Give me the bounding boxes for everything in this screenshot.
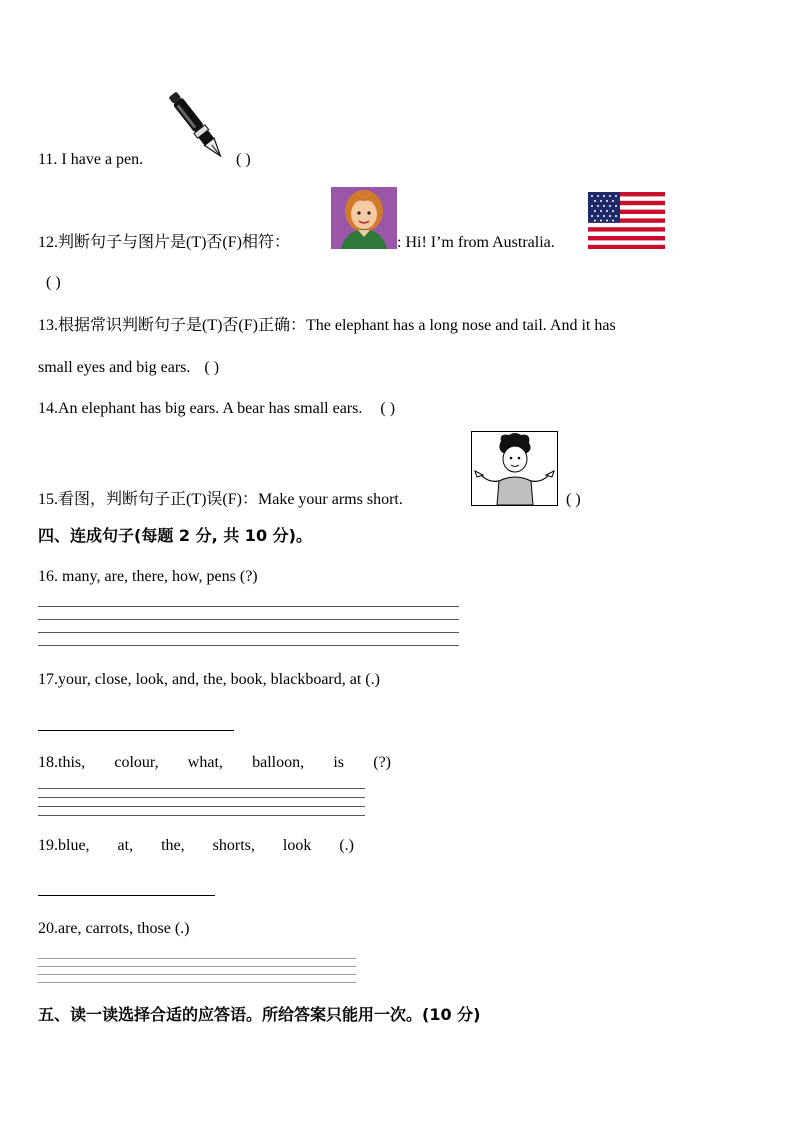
- word: balloon,: [252, 754, 305, 771]
- word: colour,: [114, 754, 159, 771]
- item-number: 17.: [38, 671, 58, 688]
- question-13-line1: 13.根据常识判断句子是(T)否(F)正确：The elephant has a long nose and tail. And it has: [38, 317, 616, 334]
- word: shorts,: [212, 837, 255, 854]
- word: carrots,: [85, 920, 134, 937]
- word: look: [282, 837, 312, 854]
- writing-line[interactable]: [38, 982, 356, 983]
- question-14: [38, 399, 395, 419]
- fountain-pen-icon: [166, 84, 228, 168]
- question-13-answer-paren: ( ): [204, 359, 220, 376]
- sentence-item-19: [38, 836, 354, 856]
- word: at,: [117, 837, 134, 854]
- word: and,: [172, 671, 200, 688]
- writing-line[interactable]: [38, 606, 459, 607]
- word: pens: [206, 568, 236, 585]
- question-15-text: 15.看图，判断句子正(T)误(F)：Make your arms short.: [38, 491, 403, 508]
- question-11-text: 11. I have a pen.: [38, 151, 144, 168]
- sentence-item-16: [38, 567, 258, 587]
- word: many,: [62, 568, 101, 585]
- word: those: [137, 920, 171, 937]
- word: (?): [373, 754, 391, 771]
- question-14-answer-paren: ( ): [380, 400, 396, 417]
- word: (.): [174, 920, 190, 937]
- word: your,: [58, 671, 91, 688]
- word: blue,: [58, 837, 90, 854]
- us-flag-icon: [588, 192, 665, 249]
- word: (?): [239, 568, 258, 585]
- question-12-prefix: 12.判断句子与图片是(T)否(F)相符：: [38, 234, 290, 251]
- word: look,: [135, 671, 169, 688]
- question-12-answer-paren: ( ): [46, 274, 61, 291]
- question-11-answer-paren: ( ): [236, 151, 251, 168]
- question-11: [38, 150, 143, 170]
- writing-line[interactable]: [38, 619, 459, 620]
- writing-line[interactable]: [38, 966, 356, 967]
- word: the,: [203, 671, 227, 688]
- question-14-text: 14.An elephant has big ears. A bear has small ears.: [38, 400, 363, 417]
- writing-line[interactable]: [38, 815, 365, 816]
- answer-line[interactable]: [38, 895, 215, 896]
- boy-shrug-icon: [471, 431, 558, 506]
- word: how,: [172, 568, 203, 585]
- writing-line[interactable]: [38, 645, 459, 646]
- item-number: 20.: [38, 920, 58, 937]
- writing-line[interactable]: [38, 797, 365, 798]
- writing-line[interactable]: [38, 788, 365, 789]
- sentence-item-17: [38, 670, 380, 690]
- word: is: [333, 754, 345, 771]
- question-13-line2-text: small eyes and big ears.: [38, 359, 191, 376]
- word: close,: [94, 671, 132, 688]
- word: book,: [230, 671, 267, 688]
- word: the,: [161, 837, 185, 854]
- word: this,: [58, 754, 86, 771]
- word: what,: [187, 754, 223, 771]
- word: are,: [104, 568, 129, 585]
- question-15-answer-paren: ( ): [566, 491, 581, 508]
- word: (.): [365, 671, 380, 688]
- writing-line[interactable]: [38, 806, 365, 807]
- word: are,: [58, 920, 82, 937]
- question-12-suffix: : Hi! I’m from Australia.: [397, 234, 555, 251]
- sentence-item-20: [38, 919, 190, 939]
- section-5-title: 五、读一读选择合适的应答语。所给答案只能用一次。(10 分): [38, 1005, 481, 1024]
- word: there,: [132, 568, 169, 585]
- section-4-title: 四、连成句子(每题 2 分, 共 10 分)。: [38, 526, 312, 545]
- word: at: [349, 671, 362, 688]
- word: (.): [339, 837, 354, 854]
- writing-line[interactable]: [38, 974, 356, 975]
- girl-portrait-icon: [331, 187, 397, 249]
- item-number: 16.: [38, 568, 58, 585]
- writing-line[interactable]: [38, 632, 459, 633]
- writing-line[interactable]: [38, 958, 356, 959]
- question-13-line2: [38, 358, 219, 378]
- answer-line[interactable]: [38, 730, 234, 731]
- word: blackboard,: [270, 671, 346, 688]
- sentence-item-18: [38, 753, 391, 773]
- item-number: 19.: [38, 837, 58, 854]
- item-number: 18.: [38, 754, 58, 771]
